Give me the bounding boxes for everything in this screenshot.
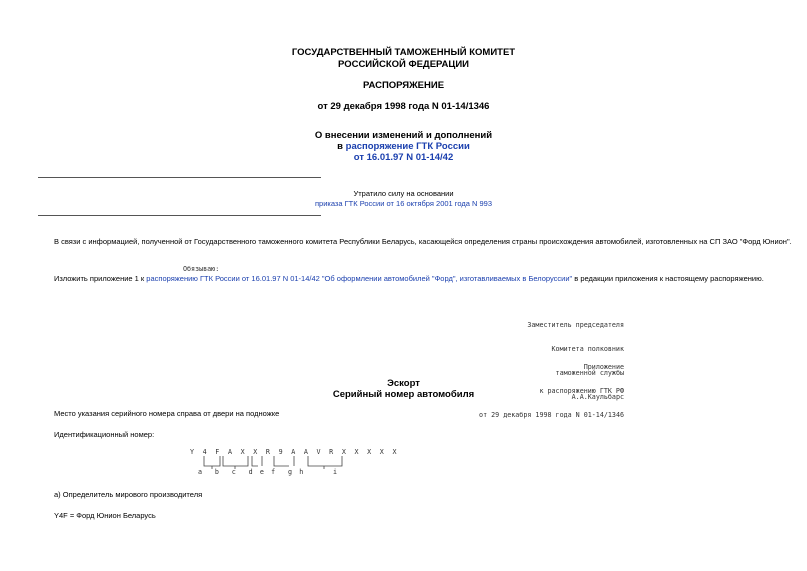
subject-line1: О внесении изменений и дополнений [314,130,493,141]
subject-link[interactable]: распоряжение ГТК России [345,141,470,152]
model-subtitle: Серийный номер автомобиля [332,389,475,400]
bracket-c [252,456,258,466]
appendix-line3: от 29 декабря 1998 года N 01-14/1346 [479,411,624,419]
subject-prefix: в [337,141,346,152]
item-a-heading: а) Определитель мирового производителя [54,490,203,499]
item-a-value: Y4F = Форд Юнион Беларусь [54,511,156,520]
org-name-line2: РОССИЙСКОЙ ФЕДЕРАЦИИ [337,59,469,70]
bracket-a [204,456,220,466]
order-prefix: Изложить приложение 1 к [54,274,147,283]
order-suffix: в редакции приложения к настоящему распоряжению. [572,274,764,283]
order-link[interactable]: распоряжению ГТК России от 16.01.97 N 01-14/42 "Об оформлении автомобилей "Форд", изготавливаемых в Белоруссии" [146,274,573,283]
divider-bottom [38,215,321,216]
intro-paragraph: В связи с информацией, полученной от Государственного таможенного комитета Республики Беларусь, касающейся определения страны происхождения автомобилей, изготовленных на СП ЗАО "Форд Юнион". [54,237,792,246]
appendix-line1: Приложение [583,363,624,371]
org-name-line1: ГОСУДАРСТВЕННЫЙ ТАМОЖЕННЫЙ КОМИТЕТ [291,47,516,58]
bracket-b [223,456,248,466]
appendix-line2: к распоряжению ГТК РФ [539,387,624,395]
signature-line1: Заместитель председателя [527,321,624,329]
status-note: Утратило силу на основании [353,189,454,198]
vin-characters: Y 4 F A X X R 9 A A V R X X X X X [190,448,399,456]
signature-line3: таможенной службы [555,369,624,377]
subject-link-date[interactable]: от 16.01.97 N 01-14/42 [353,152,454,163]
bracket-i [308,456,342,466]
document-type: РАСПОРЯЖЕНИЕ [362,80,445,91]
status-link[interactable]: приказа ГТК России от 16 октября 2001 года N 993 [314,199,493,208]
serial-location: Место указания серийного номера справа от двери на подножке [54,409,280,418]
bracket-e [274,456,289,466]
order-paragraph [54,274,764,284]
vin-position-letters: a b c d e f g h i [198,468,339,476]
obyazyvayu-label: Обязываю: [183,265,220,273]
divider-top [38,177,321,178]
vin-label: Идентификационный номер: [54,430,155,439]
signature-line2: Комитета полковник [551,345,624,353]
document-date: от 29 декабря 1998 года N 01-14/1346 [317,101,490,112]
signature-line4: А.А.Каульбарс [571,393,624,401]
vin-diagram [190,448,399,476]
model-name: Эскорт [387,378,420,389]
